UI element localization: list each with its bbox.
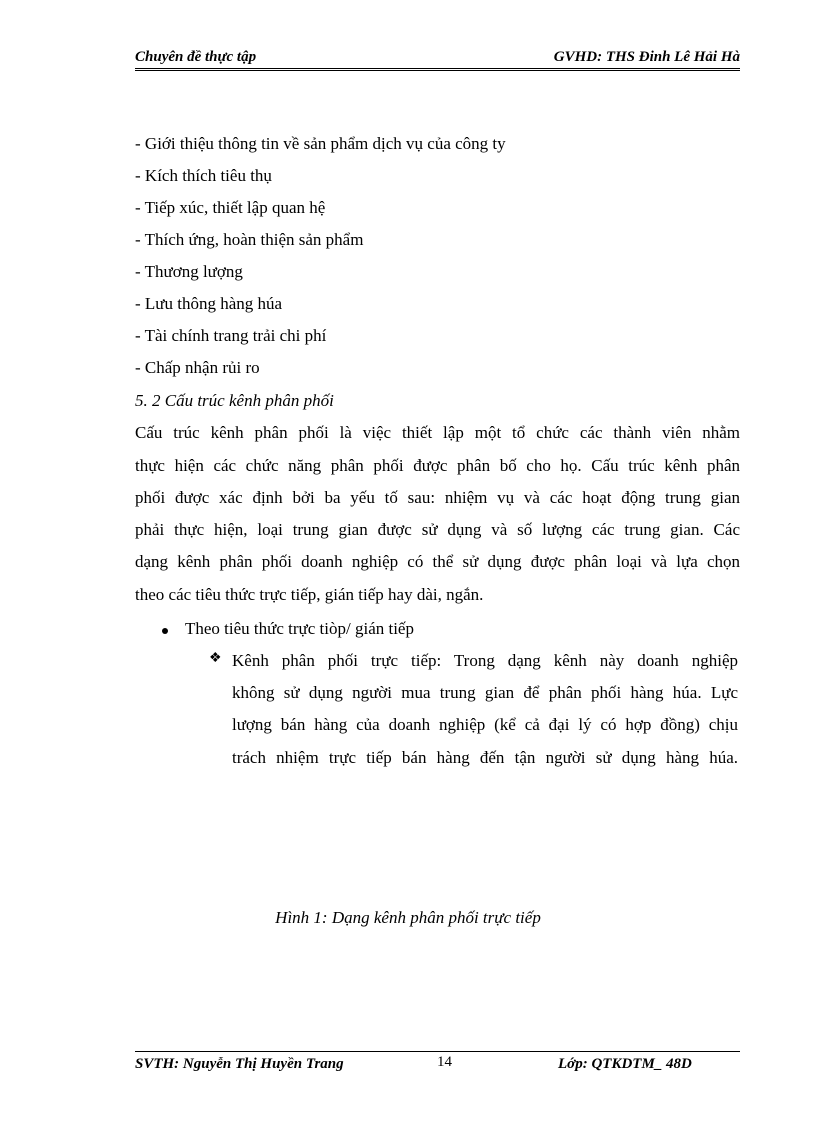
footer-right: Lớp: QTKDTM_ 48D [558,1056,692,1072]
paragraph-line: dạng kênh phân phối doanh nghiệp có thể sử dụng được phân loại và lựa chọn [135,552,740,571]
list-item: - Thương lượng [135,262,243,281]
header-rule [135,68,740,69]
list-item: - Lưu thông hàng húa [135,294,283,313]
list-item: - Giới thiệu thông tin về sản phẩm dịch vụ của công ty [135,134,506,153]
sub-bullet-line: lượng bán hàng của doanh nghiệp (kể cả đại lý có hợp đồng) chịu [232,715,738,734]
list-item: - Tiếp xúc, thiết lập quan hệ [135,198,326,217]
paragraph-line: phối được xác định bởi ba yếu tố sau: nhiệm vụ và các hoạt động trung gian [135,488,740,507]
bullet-text: Theo tiêu thức trực tiòp/ gián tiếp [185,619,414,638]
page-number: 14 [437,1054,452,1070]
figure-caption: Hình 1: Dạng kênh phân phối trực tiếp [275,908,541,927]
footer-left: SVTH: Nguyễn Thị Huyền Trang [135,1056,344,1072]
paragraph-line: thực hiện các chức năng phân phối được phân bố cho họ. Cấu trúc kênh phân [135,456,740,475]
list-item: - Thích ứng, hoàn thiện sản phẩm [135,230,364,249]
paragraph-line: Cấu trúc kênh phân phối là việc thiết lập một tổ chức các thành viên nhằm [135,423,740,442]
list-item: - Chấp nhận rủi ro [135,358,260,377]
diamond-bullet-icon: ❖ [209,651,222,666]
header-left: Chuyên đề thực tập [135,49,257,65]
paragraph-line: phải thực hiện, loại trung gian được sử dụng và số lượng các trung gian. Các [135,520,740,539]
header-right: GVHD: THS Đinh Lê Hải Hà [553,49,740,65]
page-header [135,49,740,66]
sub-bullet-line: trách nhiệm trực tiếp bán hàng đến tận người sử dụng hàng húa. [232,748,738,767]
sub-bullet-line: không sử dụng người mua trung gian để phân phối hàng húa. Lực [232,683,738,702]
list-item: - Kích thích tiêu thụ [135,166,272,185]
sub-bullet-line: Kênh phân phối trực tiếp: Trong dạng kênh này doanh nghiệp [232,651,738,670]
list-item: - Tài chính trang trải chi phí [135,326,327,345]
bullet-dot-icon [162,628,168,634]
footer-rule [135,1051,740,1052]
section-heading: 5. 2 Cấu trúc kênh phân phối [135,391,334,410]
header-rule-thin [135,70,740,71]
paragraph-line: theo các tiêu thức trực tiếp, gián tiếp hay dài, ngắn. [135,585,484,604]
